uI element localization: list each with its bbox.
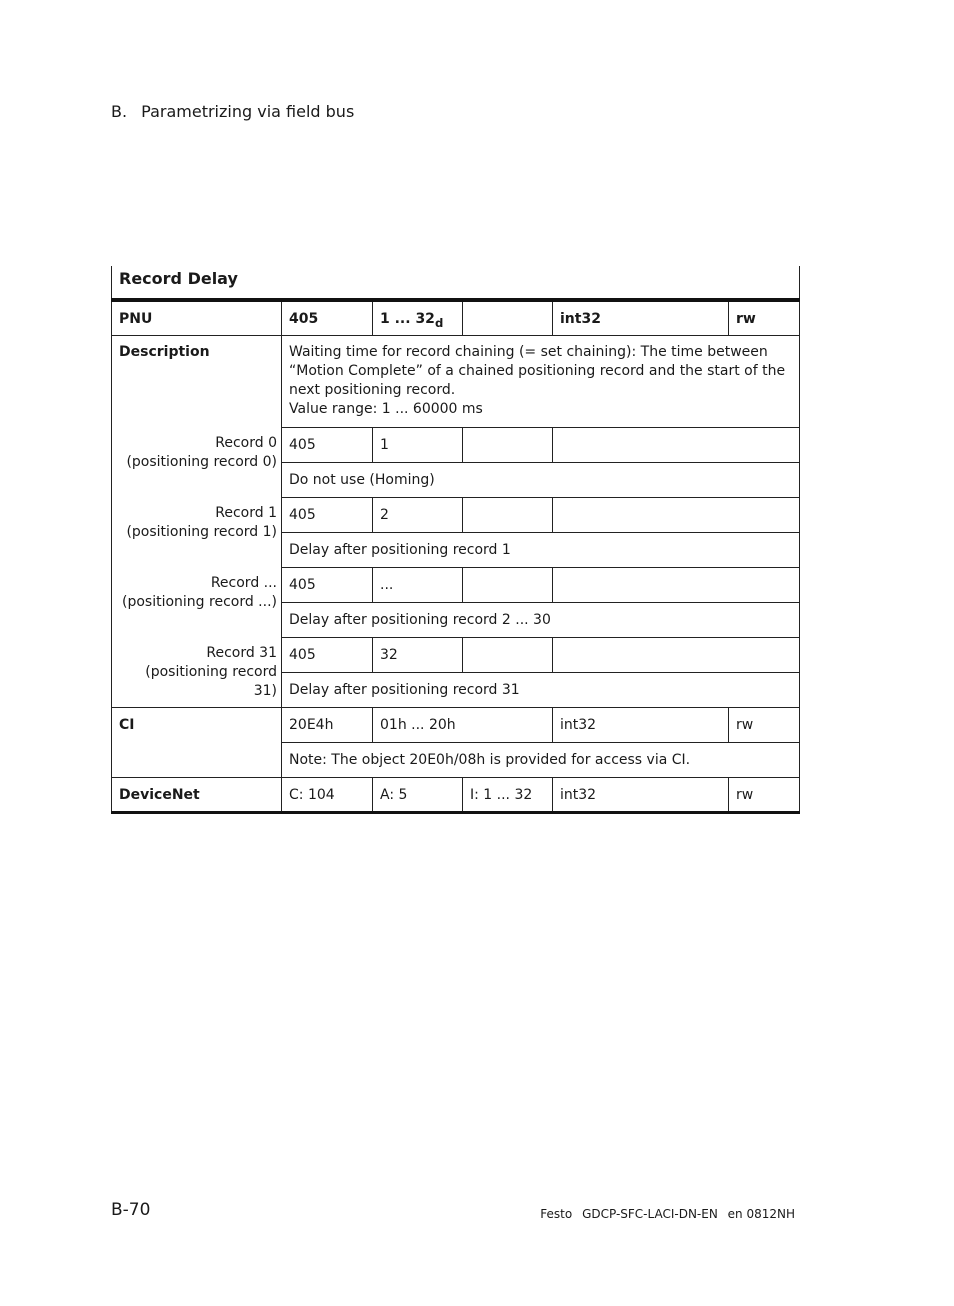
document-version: en 0812NH — [727, 1207, 795, 1221]
ci-note: Note: The object 20E0h/08h is provided for access via CI. — [282, 742, 800, 777]
record-subindex: 1 — [373, 427, 463, 462]
record-row — [112, 427, 800, 462]
ci-index: 20E4h — [282, 707, 373, 742]
page-number: B-70 — [111, 1200, 151, 1220]
record-note: Delay after positioning record 1 — [282, 532, 800, 567]
ci-label: CI — [112, 707, 282, 777]
record-pnu: 405 — [282, 567, 373, 602]
record-label: Record 0 (positioning record 0) — [112, 427, 282, 497]
record-label: Record 31 (positioning record 31) — [112, 637, 282, 707]
chapter-title: Parametrizing via field bus — [141, 102, 355, 121]
chapter-number: B. — [111, 102, 128, 121]
pnu-subindex: 1 ... $32_d$ — [373, 300, 463, 335]
devicenet-attribute: A: 5 — [373, 777, 463, 812]
record-note: Do not use (Homing) — [282, 462, 800, 497]
document-code: GDCP-SFC-LACI-DN-EN — [582, 1207, 718, 1221]
record-pnu: 405 — [282, 427, 373, 462]
devicenet-row — [112, 777, 800, 812]
record-subindex: ... — [373, 567, 463, 602]
ci-access: rw — [729, 707, 800, 742]
pnu-type: int32 — [553, 300, 729, 335]
description-row — [112, 335, 800, 427]
devicenet-access: rw — [729, 777, 800, 812]
devicenet-label: DeviceNet — [112, 777, 282, 812]
record-row — [112, 567, 800, 602]
company-name: Festo — [540, 1207, 573, 1221]
record-subindex: 32 — [373, 637, 463, 672]
pnu-access: rw — [729, 300, 800, 335]
chapter-header — [111, 102, 354, 121]
record-note: Delay after positioning record 31 — [282, 672, 800, 707]
pnu-row — [112, 300, 800, 335]
record-pnu: 405 — [282, 637, 373, 672]
document-id — [534, 1207, 795, 1221]
record-label: Record ... (positioning record ...) — [112, 567, 282, 637]
description-label: Description — [112, 335, 282, 427]
record-label: Record 1 (positioning record 1) — [112, 497, 282, 567]
record-pnu: 405 — [282, 497, 373, 532]
record-row — [112, 637, 800, 672]
devicenet-class: C: 104 — [282, 777, 373, 812]
devicenet-instance: I: 1 ... 32 — [463, 777, 553, 812]
devicenet-type: int32 — [553, 777, 729, 812]
record-subindex: 2 — [373, 497, 463, 532]
description-text: Waiting time for record chaining (= set chaining): The time between “Motion Complete” of a chained positioning record and the start of the next positioning record. Value range: 1 ... 60000 ms — [282, 335, 800, 427]
ci-subindex: 01h ... 20h — [373, 707, 553, 742]
parameter-table — [111, 266, 800, 814]
pnu-label: PNU — [112, 300, 282, 335]
record-note: Delay after positioning record 2 ... 30 — [282, 602, 800, 637]
ci-type: int32 — [553, 707, 729, 742]
ci-row — [112, 707, 800, 742]
record-row — [112, 497, 800, 532]
table-title: Record Delay — [112, 266, 800, 300]
pnu-empty — [463, 300, 553, 335]
pnu-number: 405 — [282, 300, 373, 335]
